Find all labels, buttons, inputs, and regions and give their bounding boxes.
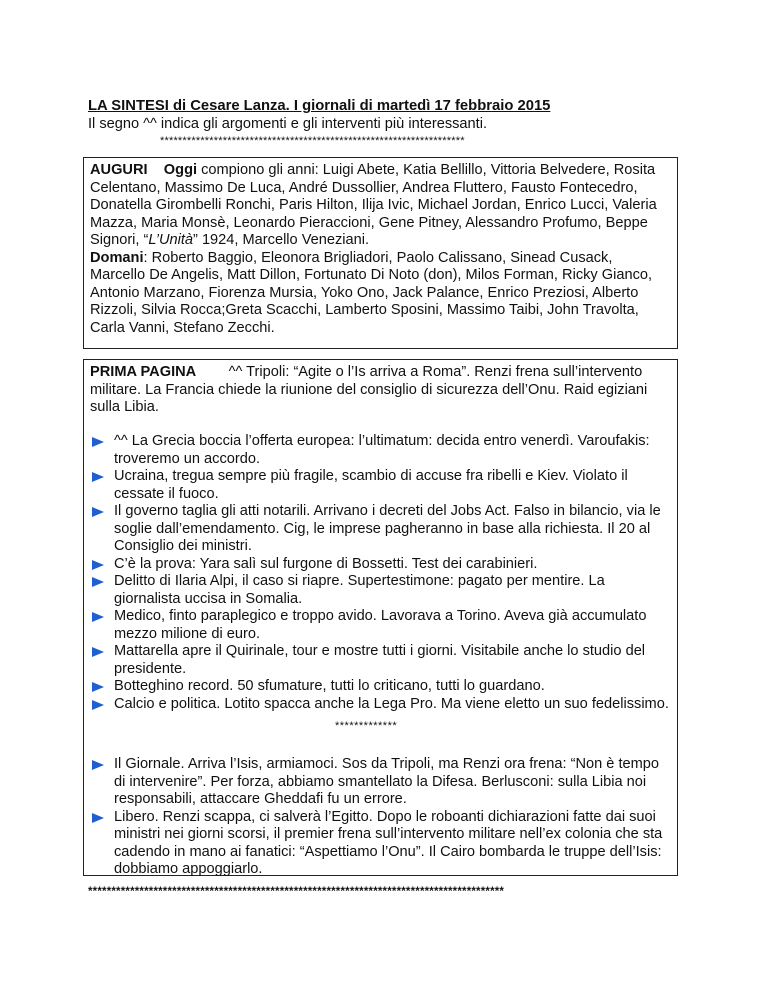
arrow-right-icon (92, 647, 104, 657)
list-item (90, 756, 670, 809)
list-item (90, 809, 670, 879)
prima-pagina-box (83, 359, 678, 876)
list-item (90, 503, 670, 556)
list-item (90, 696, 670, 714)
prima-pagina-label: PRIMA PAGINA (90, 364, 197, 380)
press-review-list (90, 756, 670, 879)
list-item-text: Medico, finto paraplegico e troppo avido. Lavorava a Torino. Aveva già accumulato mezzo milione di euro. (114, 608, 647, 642)
list-item-text: Delitto di Ilaria Alpi, il caso si riapre. Supertestimone: pagato per mentire. La giornalista uccisa in Somalia. (114, 573, 605, 607)
oggi-label: Oggi (163, 162, 198, 178)
list-item-text: C’è la prova: Yara salì sul furgone di Bossetti. Test dei carabinieri. (114, 555, 538, 572)
list-item (90, 608, 670, 643)
list-item-text: Ucraina, tregua sempre più fragile, scambio di accuse fra ribelli e Kiev. Violato il cessate il fuoco. (114, 468, 628, 502)
section-separator: ************* (335, 720, 398, 732)
arrow-right-icon (92, 700, 104, 710)
arrow-right-icon (92, 813, 104, 823)
prima-pagina-intro: ^^ Tripoli: “Agite o l’Is arriva a Roma”. Renzi frena sull’intervento militare. La Francia chiede la riunione del consiglio di sicurezza dell’Onu. Raid egiziani sulla Libia. (90, 364, 648, 415)
oggi-text: compiono gli anni: Luigi Abete, Katia Bellillo, Vittoria Belvedere, Rosita Celentano, Massimo De Luca, André Dussollier, Andrea Fluttero, Fausto Fontecedro, Donatella Girombelli Ronchi, Paris Hilton, Ilija Ivic, Michael Jordan, Enrico Lucci, Valeria Mazza, Maria Monsè, Leonardo Pieraccioni, Gene Pitney, Alessandro Profumo, Beppe Signori, “ (90, 162, 657, 248)
list-item-text: Il governo taglia gli atti notarili. Arrivano i decreti del Jobs Act. Falso in bilancio, via le soglie dall’emendamento. Cig, le imprese pagheranno in base alla richiesta. Il 20 al Consiglio dei ministri. (114, 503, 661, 554)
list-item (90, 468, 670, 503)
list-item (90, 433, 670, 468)
headline-list (90, 433, 670, 713)
arrow-right-icon (92, 560, 104, 570)
document-subtitle: Il segno ^^ indica gli argomenti e gli interventi più interessanti. (88, 116, 488, 132)
document-title: LA SINTESI di Cesare Lanza. I giornali di martedì 17 febbraio 2015 (88, 98, 551, 114)
list-item (90, 556, 670, 574)
oggi-text-end: ” 1924, Marcello Veneziani. (193, 232, 370, 248)
list-item-text: Botteghino record. 50 sfumature, tutti lo criticano, tutti lo guardano. (114, 678, 545, 694)
list-item-text: Libero. Renzi scappa, ci salverà l’Egitto. Dopo le roboanti dichiarazioni fatte dai suoi ministri nei giorni scorsi, il premier frena sull’intervento militare nell’ex colonia che sta cadendo in mano ai fanatici: “Aspettiamo l’Onu”. Il Cairo bombarda le truppe dell’Isis: dobbiamo appoggiarlo. (114, 808, 663, 877)
list-item (90, 643, 670, 678)
arrow-right-icon (92, 577, 104, 587)
list-item-text: Il Giornale. Arriva l’Isis, armiamoci. Sos da Tripoli, ma Renzi ora frena: “Non è tempo di intervenire”. Per forza, abbiamo smantellato la Difesa. Berlusconi: sulla Libia noi responsabili, attaccare Gheddafi fu un errore. (114, 756, 660, 807)
arrow-right-icon (92, 437, 104, 447)
footer-stars: ***************************************************************************************** (88, 886, 505, 898)
list-item (90, 573, 670, 608)
arrow-right-icon (92, 612, 104, 622)
list-item-text: Calcio e politica. Lotito spacca anche la Lega Pro. Ma viene eletto un suo fedelissimo. (114, 695, 669, 712)
domani-label: Domani (90, 249, 144, 266)
arrow-right-icon (92, 472, 104, 482)
prima-pagina-intro-block (90, 364, 671, 417)
arrow-right-icon (92, 507, 104, 517)
oggi-italic: L’Unità (148, 232, 194, 248)
arrow-right-icon (92, 682, 104, 692)
domani-text: : Roberto Baggio, Eleonora Brigliadori, Paolo Calissano, Sinead Cusack, Marcello De Angelis, Matt Dillon, Fortunato Di Noto (don), Milos Forman, Ricky Gianco, Antonio Marzano, Fiorenza Mursia, Yoko Ono, Jack Palance, Enrico Preziosi, Alberto Rizzoli, Silvia Rocca;Greta Scacchi, Lamberto Sposini, Massimo Taibi, John Travolta, Carla Vanni, Stefano Zecchi. (90, 249, 653, 336)
list-item-text: Mattarella apre il Quirinale, tour e mostre tutti i giorni. Visitabile anche lo studio del presidente. (114, 643, 646, 677)
auguri-box (83, 157, 678, 349)
list-item-text: ^^ La Grecia boccia l’offerta europea: l’ultimatum: decida entro venerdì. Varoufakis: troveremo un accordo. (114, 433, 650, 467)
list-item (90, 678, 670, 696)
stars-divider: ******************************************************************** (160, 135, 465, 147)
arrow-right-icon (92, 760, 104, 770)
auguri-label: AUGURI (90, 162, 148, 178)
